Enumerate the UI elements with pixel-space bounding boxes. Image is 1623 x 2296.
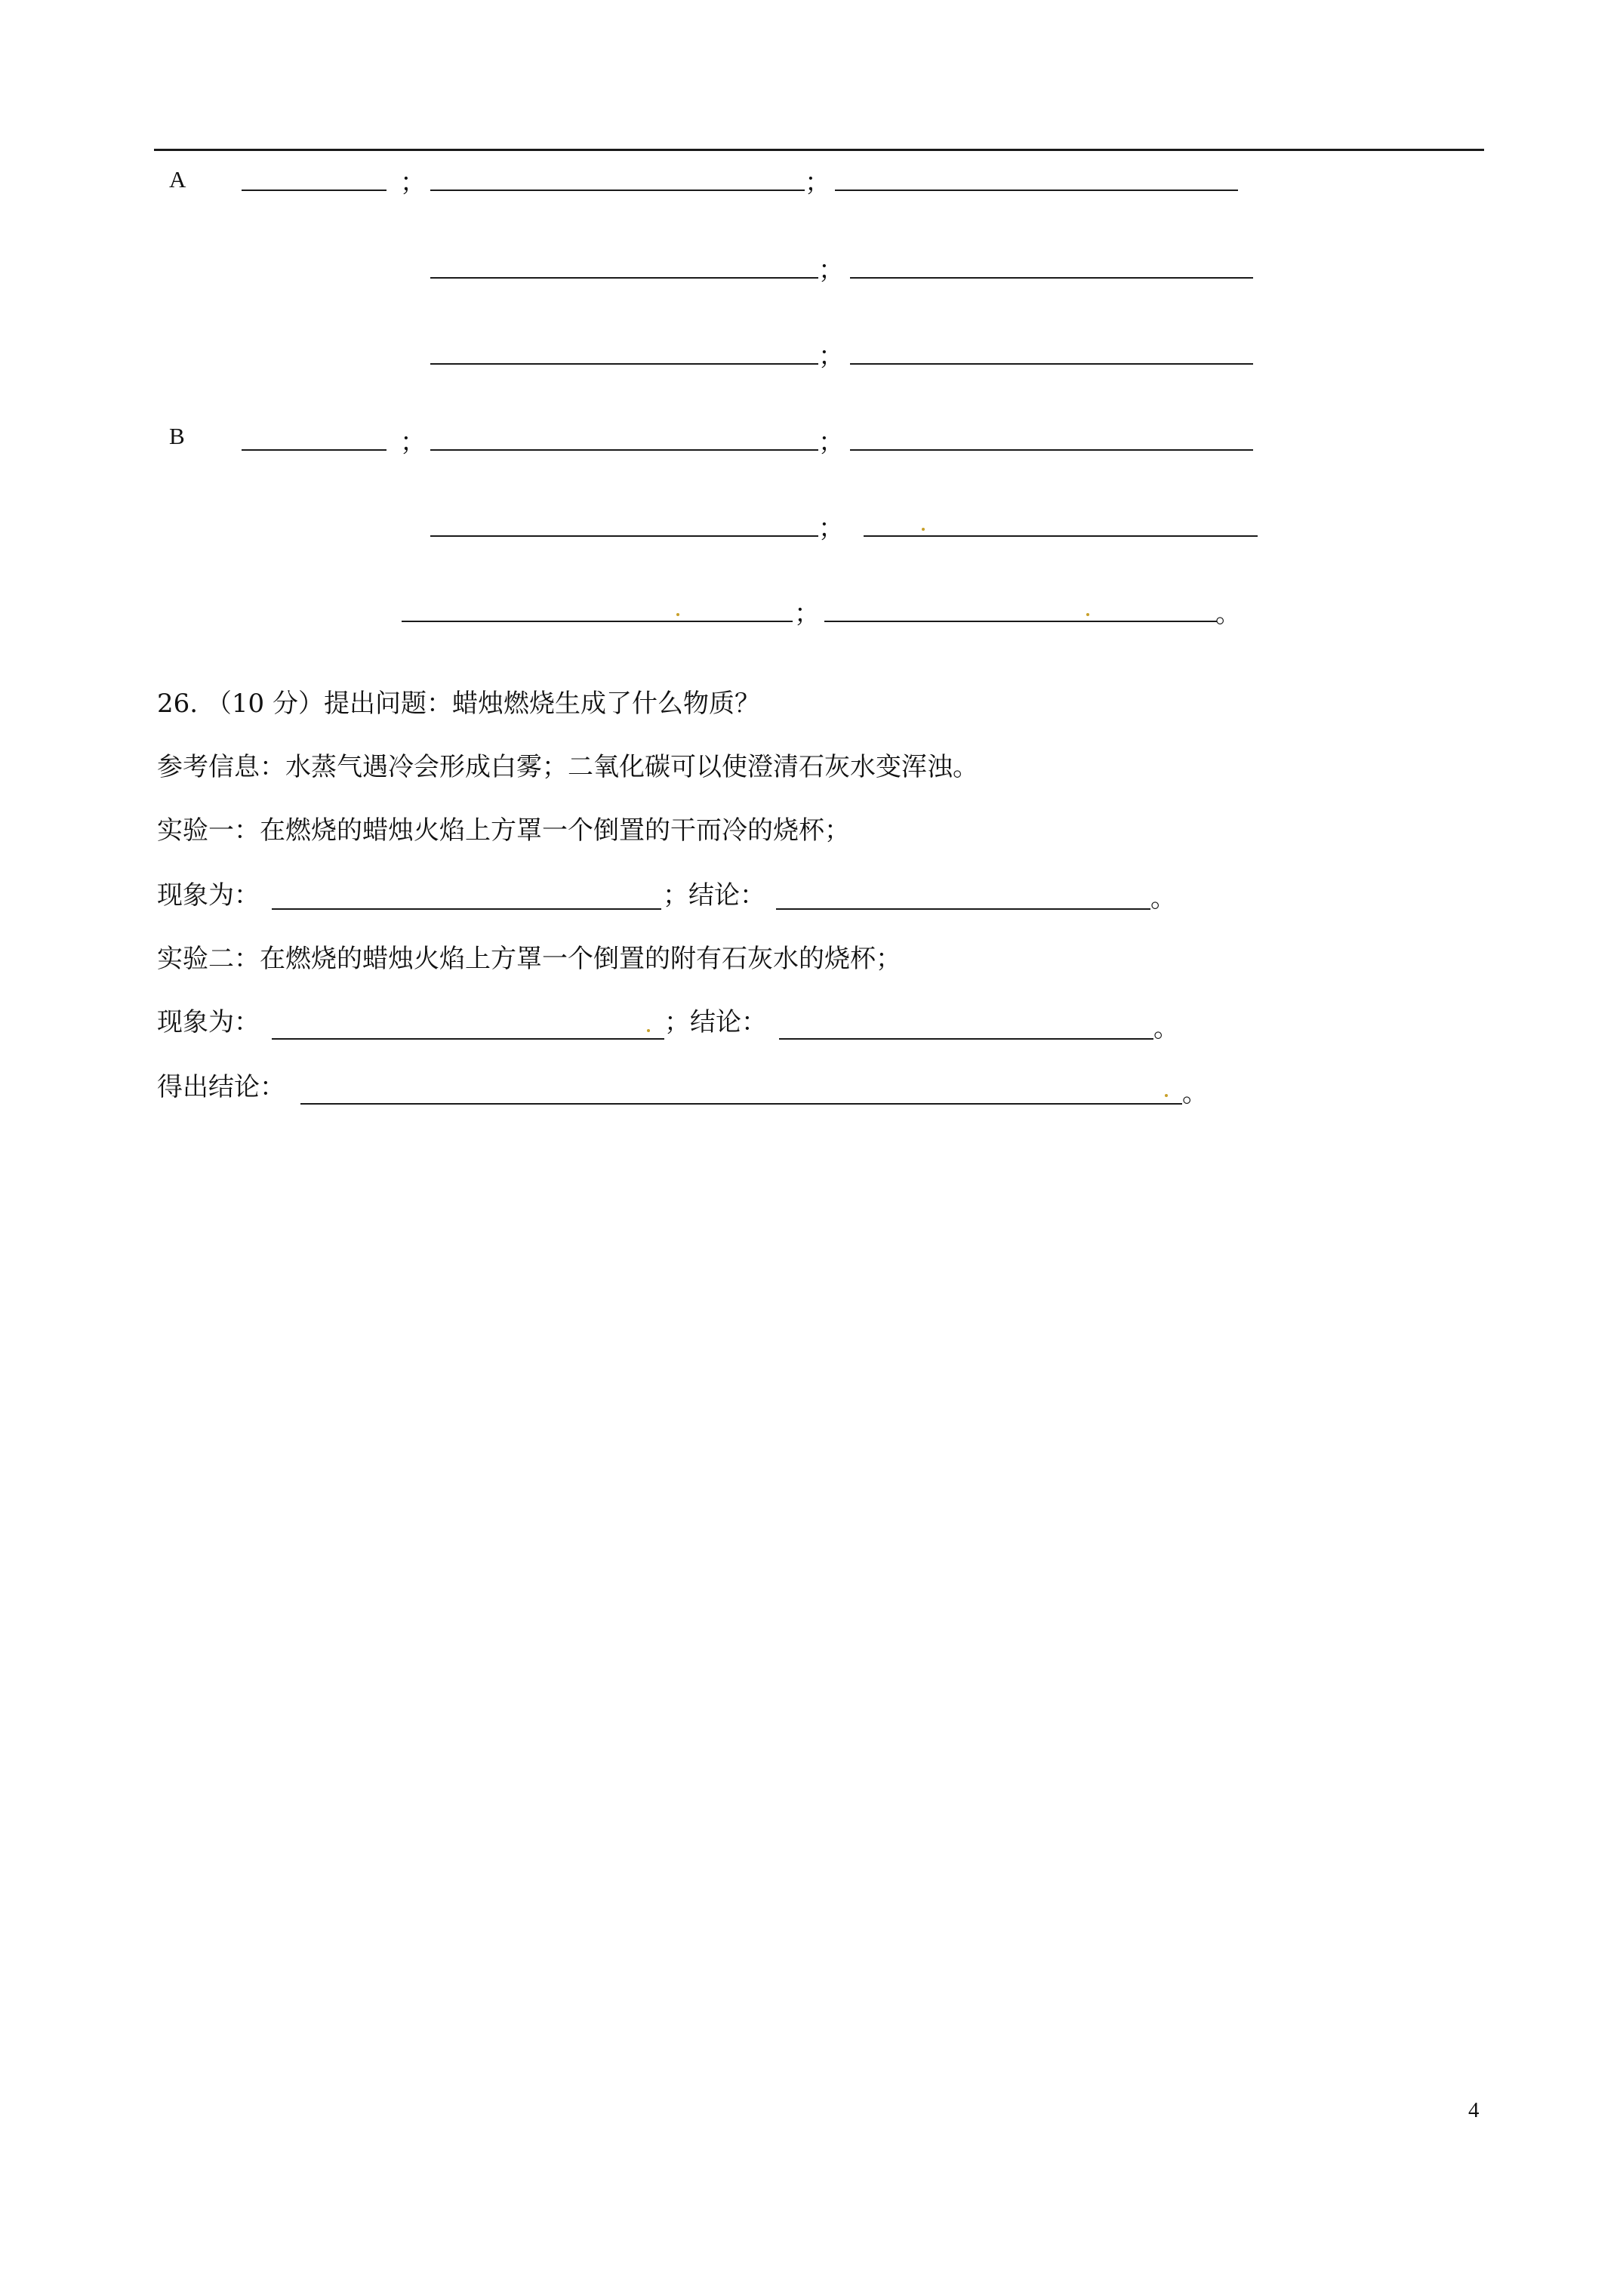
phenomenon-label: 现象为：	[157, 1007, 260, 1037]
blank-line[interactable]	[864, 535, 1258, 537]
period: 。	[1215, 599, 1241, 629]
section-b-label: B	[169, 423, 185, 449]
experiment-two-text: 实验二：在燃烧的蜡烛火焰上方罩一个倒置的附有石灰水的烧杯；	[157, 944, 901, 974]
section-a-label: A	[169, 166, 186, 193]
final-conclusion-blank[interactable]	[300, 1103, 1182, 1105]
mark-dot	[922, 528, 925, 531]
semicolon: ；	[805, 168, 830, 198]
blank-line[interactable]	[430, 363, 818, 365]
semicolon: ；	[818, 513, 844, 544]
conclusion-label: ；结论：	[664, 1007, 767, 1037]
period: 。	[1150, 883, 1176, 914]
mark-dot	[647, 1029, 650, 1032]
conclusion-blank[interactable]	[779, 1038, 1153, 1040]
final-conclusion-label: 得出结论：	[157, 1072, 285, 1102]
blank-line[interactable]	[850, 277, 1253, 279]
blank-line[interactable]	[824, 621, 1217, 622]
semicolon: ；	[400, 427, 426, 458]
semicolon: ；	[818, 341, 844, 371]
blank-line[interactable]	[430, 449, 818, 451]
blank-line[interactable]	[430, 277, 818, 279]
semicolon: ；	[818, 427, 844, 458]
blank-line[interactable]	[850, 449, 1253, 451]
blank-line[interactable]	[242, 449, 387, 451]
blank-line[interactable]	[242, 190, 387, 191]
semicolon: ；	[400, 168, 426, 198]
header-rule	[154, 149, 1484, 151]
semicolon: ；	[794, 599, 820, 629]
blank-line[interactable]	[835, 190, 1238, 191]
mark-dot	[1165, 1094, 1168, 1097]
phenomenon-blank[interactable]	[272, 1038, 664, 1040]
experiment-one-text: 实验一：在燃烧的蜡烛火焰上方罩一个倒置的干而冷的烧杯；	[157, 815, 850, 846]
period: 。	[1182, 1078, 1208, 1108]
period: 。	[1153, 1013, 1179, 1043]
blank-line[interactable]	[430, 535, 818, 537]
blank-line[interactable]	[430, 190, 805, 191]
question-heading: 26. （10 分）提出问题：蜡烛燃烧生成了什么物质？	[157, 689, 760, 719]
conclusion-label: ；结论：	[663, 880, 765, 911]
blank-line[interactable]	[402, 621, 793, 622]
phenomenon-blank[interactable]	[272, 908, 661, 910]
page-number: 4	[1468, 2098, 1480, 2122]
semicolon: ；	[818, 255, 844, 285]
blank-line[interactable]	[850, 363, 1253, 365]
mark-dot	[1086, 613, 1089, 616]
reference-info: 参考信息：水蒸气遇冷会形成白雾；二氧化碳可以使澄清石灰水变浑浊。	[157, 752, 978, 782]
mark-dot	[676, 613, 679, 616]
conclusion-blank[interactable]	[776, 908, 1150, 910]
phenomenon-label: 现象为：	[157, 880, 260, 911]
